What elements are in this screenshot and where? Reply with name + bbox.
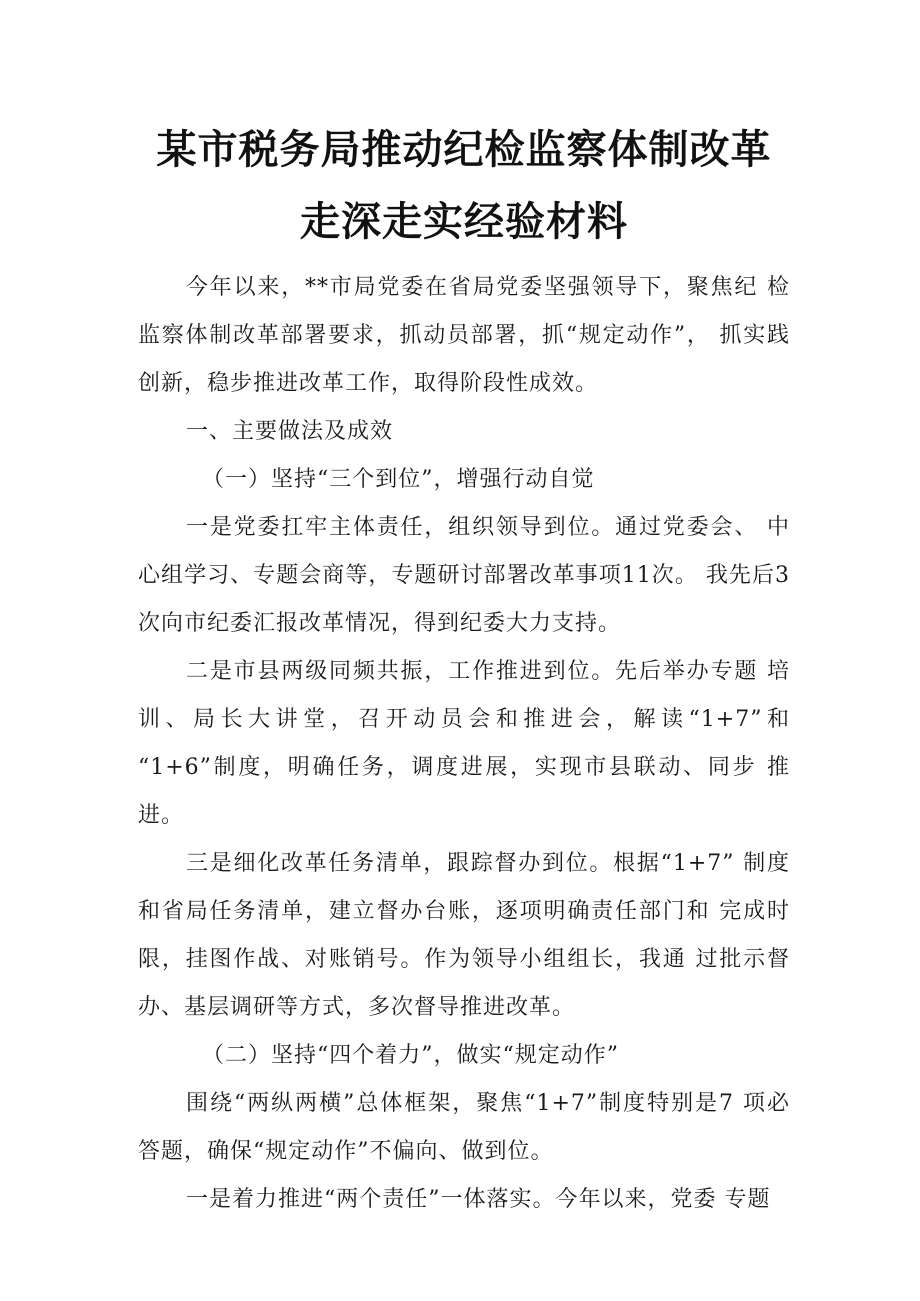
subsection-heading: （一）坚持“三个到位”，增强行动自觉 xyxy=(202,467,595,492)
intro-paragraph: 今年以来，**市局党委在省局党委坚强领导下，聚焦纪 检监察体制改革部署要求，抓动员部署，抓“规定动作”， 抓实践创新，稳步推进改革工作，取得阶段性成效。 xyxy=(138,275,790,396)
body-paragraph: 三是细化改革任务清单，跟踪督办到位。根据“1+7” 制度和省局任务清单，建立督办台账，逐项明确责任部门和 完成时限，挂图作战、对账销号。作为领导小组组长，我通 过批示督办、基层调研等方式，多次督导推进改革。 xyxy=(138,851,790,1020)
document-body xyxy=(138,264,790,1224)
body-paragraph: 一是着力推进“两个责任”一体落实。今年以来，党委 专题 xyxy=(186,1187,771,1212)
document-title-line-2: 走深走实经验材料 xyxy=(300,199,628,245)
section-heading: 一、主要做法及成效 xyxy=(186,419,394,444)
body-paragraph: 二是市县两级同频共振，工作推进到位。先后举办专题 培训、局长大讲堂，召开动员会和推进会，解读“1+7”和 “1+6”制度，明确任务，调度进展，实现市县联动、同步 推进。 xyxy=(138,659,790,828)
body-paragraph: 一是党委扛牢主体责任，组织领导到位。通过党委会、 中心组学习、专题会商等，专题研讨部署改革事项11次。 我先后3次向市纪委汇报改革情况，得到纪委大力支持。 xyxy=(138,515,790,636)
body-paragraph: 围绕“两纵两横”总体框架，聚焦“1+7”制度特别是7 项必答题，确保“规定动作”不偏向、做到位。 xyxy=(138,1091,790,1164)
document-title-line-1: 某市税务局推动纪检监察体制改革 xyxy=(156,127,772,173)
subsection-heading: （二）坚持“四个着力”，做实“规定动作” xyxy=(202,1043,619,1068)
